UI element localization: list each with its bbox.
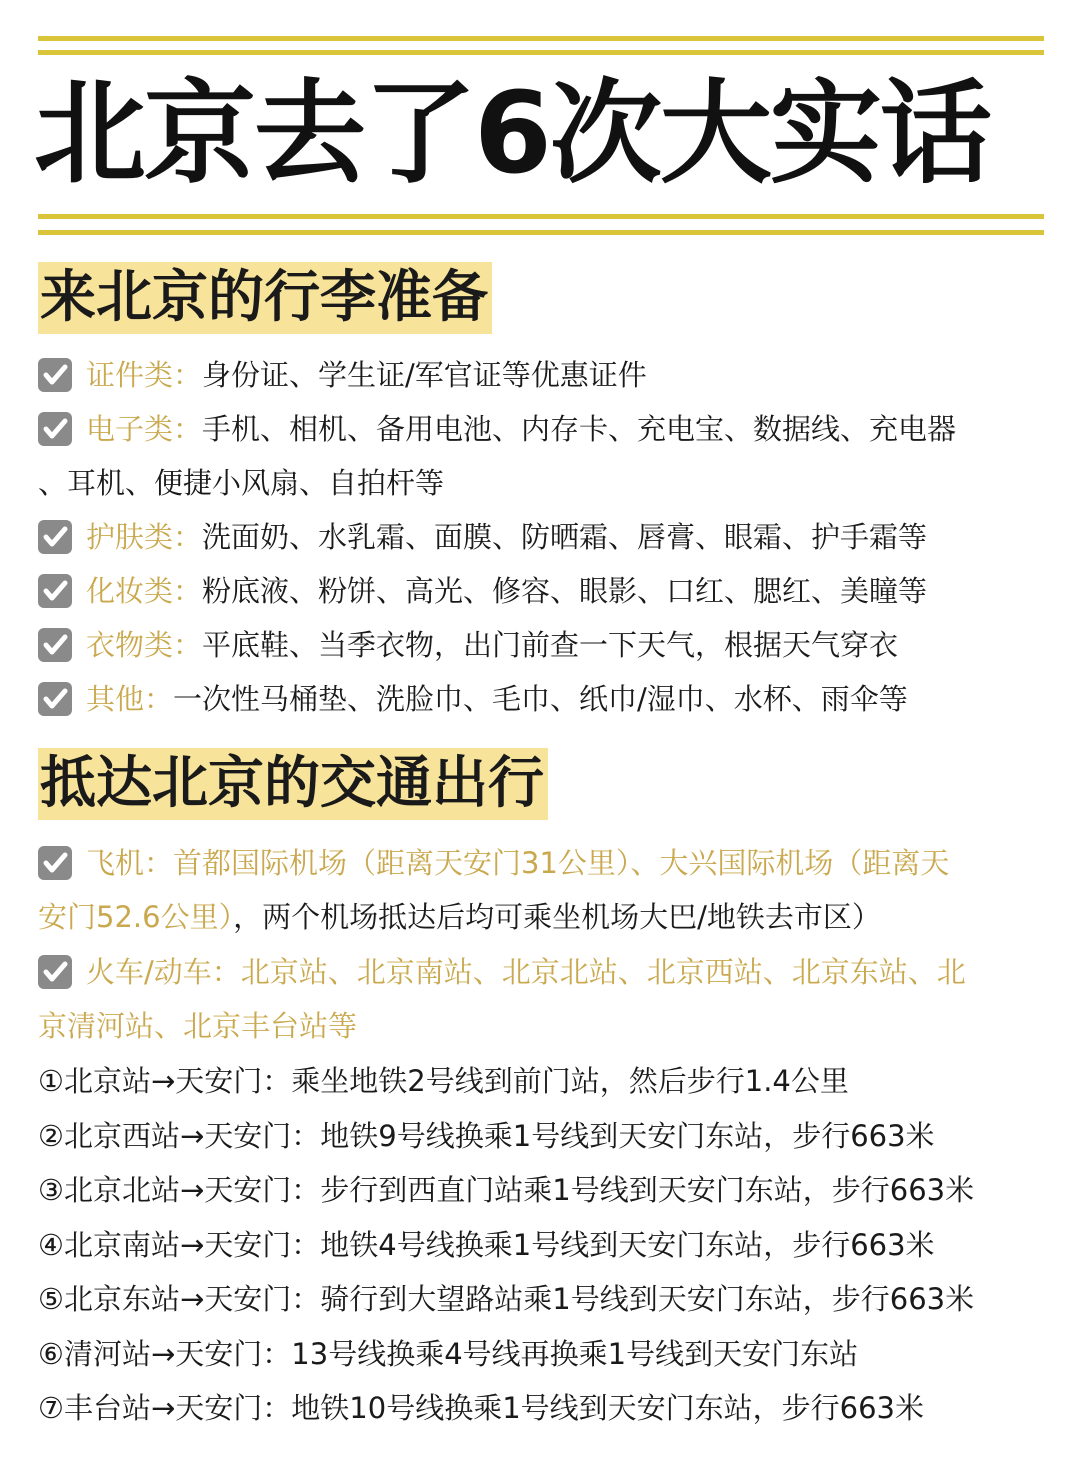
top-rule-1 xyxy=(38,36,1044,41)
transport-train-continuation: 京清河站、北京丰台站等 xyxy=(38,1009,358,1043)
plane-text: 首都国际机场（距离天安门31公里）、大兴国际机场（距离天 xyxy=(173,846,950,880)
section-heading-transport: 抵达北京的交通出行 xyxy=(38,748,548,820)
item-text: 身份证、学生证/军官证等优惠证件 xyxy=(202,358,647,392)
route-item: ①北京站→天安门：乘坐地铁2号线到前门站，然后步行1.4公里 xyxy=(38,1064,849,1098)
packing-item-makeup xyxy=(38,564,1048,618)
bottom-rule-1 xyxy=(38,214,1044,219)
item-text: 粉底液、粉饼、高光、修容、眼影、口红、腮红、美瞳等 xyxy=(202,574,928,608)
item-label: 其他： xyxy=(86,682,174,716)
packing-item-other xyxy=(38,672,1048,726)
checkbox-checked-icon xyxy=(38,955,72,989)
checkbox-checked-icon xyxy=(38,682,72,716)
top-rule-2 xyxy=(38,50,1044,55)
route-item: ②北京西站→天安门：地铁9号线换乘1号线到天安门东站，步行663米 xyxy=(38,1119,935,1153)
page-title: 北京去了6次大实话 xyxy=(34,69,990,199)
item-text: 手机、相机、备用电池、内存卡、充电宝、数据线、充电器 xyxy=(202,412,957,446)
plane-text-gold: 安门52.6公里） xyxy=(38,900,234,934)
route-item: ⑥清河站→天安门：13号线换乘4号线再换乘1号线到天安门东站 xyxy=(38,1337,859,1371)
packing-item-clothing xyxy=(38,618,1048,672)
item-label: 电子类： xyxy=(86,412,203,446)
transport-plane xyxy=(38,836,1048,890)
packing-item-electronics xyxy=(38,402,1048,456)
checkbox-checked-icon xyxy=(38,520,72,554)
item-text: 一次性马桶垫、洗脸巾、毛巾、纸巾/湿巾、水杯、雨伞等 xyxy=(173,682,908,716)
item-label: 护肤类： xyxy=(86,520,203,554)
route-item: ③北京北站→天安门：步行到西直门站乘1号线到天安门东站，步行663米 xyxy=(38,1173,975,1207)
plane-label: 飞机： xyxy=(86,846,174,880)
train-label: 火车/动车： xyxy=(86,955,241,989)
item-text: 平底鞋、当季衣物，出门前查一下天气，根据天气穿衣 xyxy=(202,628,899,662)
packing-item-electronics-continuation: 、耳机、便捷小风扇、自拍杆等 xyxy=(38,466,445,500)
bottom-rule-2 xyxy=(38,230,1044,235)
plane-text-black: ，两个机场抵达后均可乘坐机场大巴/地铁去市区） xyxy=(233,900,881,934)
checkbox-checked-icon xyxy=(38,358,72,392)
transport-train xyxy=(38,945,1048,999)
packing-item-documents xyxy=(38,348,1048,402)
section-heading-packing: 来北京的行李准备 xyxy=(38,262,492,334)
item-text: 洗面奶、水乳霜、面膜、防晒霜、唇膏、眼霜、护手霜等 xyxy=(202,520,928,554)
item-label: 化妆类： xyxy=(86,574,203,608)
route-item: ⑦丰台站→天安门：地铁10号线换乘1号线到天安门东站，步行663米 xyxy=(38,1391,925,1425)
checkbox-checked-icon xyxy=(38,846,72,880)
packing-item-skincare xyxy=(38,510,1048,564)
transport-plane-continuation xyxy=(38,890,1048,944)
item-label: 衣物类： xyxy=(86,628,203,662)
route-item: ⑤北京东站→天安门：骑行到大望路站乘1号线到天安门东站，步行663米 xyxy=(38,1282,975,1316)
checkbox-checked-icon xyxy=(38,574,72,608)
item-label: 证件类： xyxy=(86,358,203,392)
checkbox-checked-icon xyxy=(38,628,72,662)
checkbox-checked-icon xyxy=(38,412,72,446)
train-text: 北京站、北京南站、北京北站、北京西站、北京东站、北 xyxy=(240,955,966,989)
route-item: ④北京南站→天安门：地铁4号线换乘1号线到天安门东站，步行663米 xyxy=(38,1228,935,1262)
